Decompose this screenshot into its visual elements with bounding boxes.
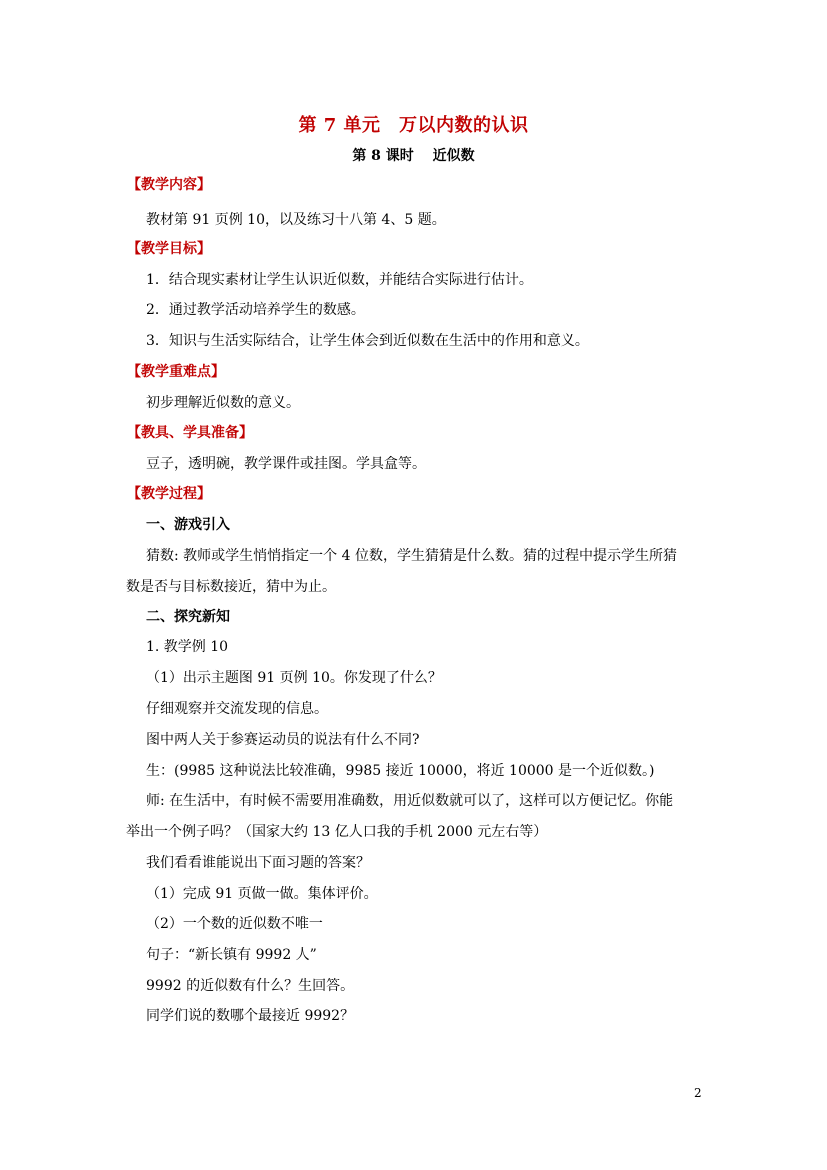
paragraph: 仔细观察并交流发现的信息。 <box>146 701 328 717</box>
heading-teaching-goals: 【教学目标】 <box>127 241 211 257</box>
paragraph: （1）出示主题图 91 页例 10。你发现了什么？ <box>146 670 442 686</box>
heading-key-points: 【教学重难点】 <box>127 364 225 380</box>
page-number: 2 <box>694 1086 702 1100</box>
paragraph: 数是否与目标数接近，猜中为止。 <box>126 579 336 595</box>
heading-teaching-process: 【教学过程】 <box>127 486 211 502</box>
paragraph: 初步理解近似数的意义。 <box>146 395 300 411</box>
heading-teaching-tools: 【教具、学具准备】 <box>127 425 253 441</box>
section-heading: 二、探究新知 <box>146 609 230 625</box>
unit-title: 第 7 单元 万以内数的认识 <box>298 115 529 136</box>
paragraph: 师: 在生活中，有时候不需要用准确数，用近似数就可以了，这样可以方便记忆。你能 <box>146 793 674 809</box>
paragraph: 句子：“新长镇有 9992 人” <box>146 947 317 963</box>
list-item: 3．知识与生活实际结合，让学生体会到近似数在生活中的作用和意义。 <box>146 333 589 349</box>
paragraph: 同学们说的数哪个最接近 9992？ <box>146 1008 355 1024</box>
paragraph: 我们看看谁能说出下面习题的答案？ <box>146 855 370 871</box>
list-item: 2．通过教学活动培养学生的数感。 <box>146 302 365 318</box>
paragraph: 图中两人关于参赛运动员的说法有什么不同? <box>146 732 420 748</box>
list-item: 1．结合现实素材让学生认识近似数，并能结合实际进行估计。 <box>146 272 533 288</box>
section-heading: 一、游戏引入 <box>146 517 230 533</box>
paragraph: 1. 教学例 10 <box>146 639 229 655</box>
heading-teaching-content: 【教学内容】 <box>127 177 211 193</box>
paragraph: 猜数: 教师或学生悄悄指定一个 4 位数，学生猜猜是什么数。猜的过程中提示学生所猜 <box>146 548 677 564</box>
paragraph: （2）一个数的近似数不唯一 <box>146 916 323 932</box>
paragraph: （1）完成 91 页做一做。集体评价。 <box>146 886 378 902</box>
paragraph: 生：(9985 这种说法比较准确，9985 接近 10000，将近 10000 是一个近似数。) <box>146 763 655 779</box>
paragraph: 豆子，透明碗，教学课件或挂图。学具盒等。 <box>146 456 426 472</box>
paragraph: 9992 的近似数有什么？生回答。 <box>146 978 355 994</box>
lesson-subtitle: 第 8 课时 近似数 <box>352 148 475 164</box>
paragraph: 教材第 91 页例 10，以及练习十八第 4、5 题。 <box>146 212 446 228</box>
paragraph: 举出一个例子吗？（国家大约 13 亿人口我的手机 2000 元左右等） <box>126 824 548 840</box>
